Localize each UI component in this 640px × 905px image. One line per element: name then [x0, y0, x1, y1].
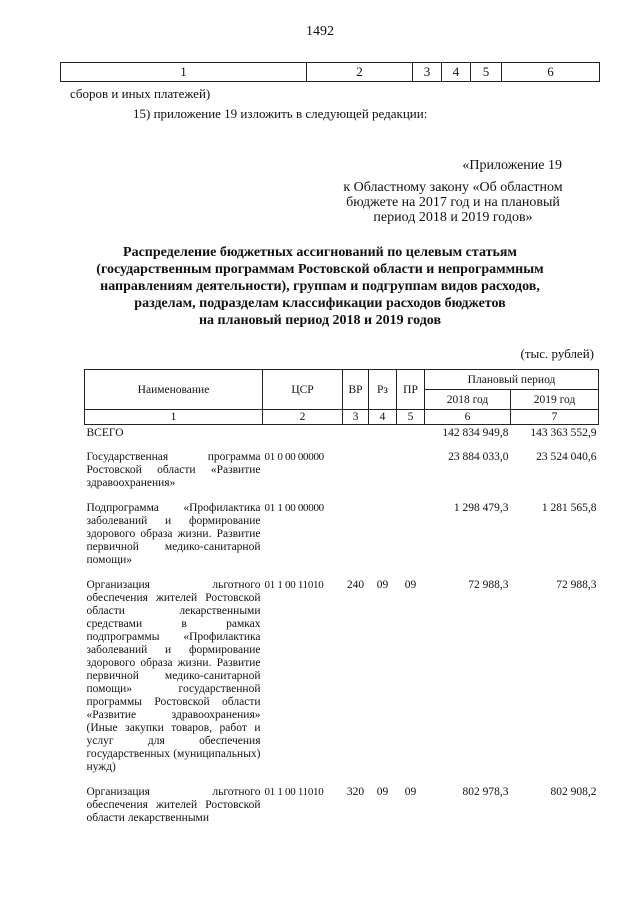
row-rz	[369, 500, 397, 577]
row-pr: 09	[404, 579, 417, 591]
appendix-ref-line: период 2018 и 2019 годов»	[373, 210, 533, 225]
col-number: 6	[425, 410, 511, 425]
table-row	[85, 577, 599, 784]
row-2018: 72 988,3	[468, 579, 509, 591]
row-rz	[369, 425, 397, 450]
row-name: Государственная программа Ростовской области «Развитие здравоохранения»	[86, 451, 261, 489]
title-line: Распределение бюджетных ассигнований по целевым статьям	[123, 245, 517, 260]
row-2019: 72 988,3	[556, 579, 597, 591]
col-header-rz: Рз	[369, 370, 397, 410]
row-pr	[397, 500, 425, 577]
document-title	[80, 244, 560, 329]
title-line: на плановый период 2018 и 2019 годов	[198, 313, 442, 328]
row-rz: 09	[376, 579, 389, 591]
row-2018: 142 834 949,8	[442, 427, 509, 439]
row-2018: 23 884 033,0	[448, 451, 509, 463]
col-header-planned-period: Плановый период	[425, 370, 599, 390]
col-number: 5	[397, 410, 425, 425]
row-rz: 09	[376, 786, 389, 798]
continued-text: сборов и иных платежей)	[70, 86, 211, 101]
col-number: 4	[369, 410, 397, 425]
col-header-2019: 2019 год	[511, 390, 599, 410]
title-line: разделам, подразделам классификации расходов бюджетов	[134, 296, 506, 311]
appendix-reference	[328, 180, 578, 225]
row-vr: 320	[346, 786, 365, 798]
col-header-name: Наименование	[85, 370, 263, 410]
title-line: направлениям деятельности), группам и подгруппам видов расходов,	[100, 279, 540, 294]
row-vr	[343, 425, 369, 450]
row-rz	[369, 449, 397, 500]
header-col-5: 5	[471, 63, 502, 82]
amendment-item-text: 15) приложение 19 изложить в следующей редакции:	[133, 106, 428, 121]
col-number: 2	[263, 410, 343, 425]
row-2018: 802 978,3	[462, 786, 509, 798]
table-row	[85, 425, 599, 450]
appendix-title: «Приложение 19	[462, 158, 562, 173]
col-number: 3	[343, 410, 369, 425]
row-2019: 802 908,2	[550, 786, 597, 798]
row-2018: 1 298 479,3	[453, 502, 509, 514]
row-2019: 23 524 040,6	[536, 451, 597, 463]
col-header-csr: ЦСР	[263, 370, 343, 410]
header-col-1: 1	[61, 63, 307, 82]
row-csr	[263, 425, 343, 450]
appendix-ref-line: к Областному закону «Об областном	[343, 180, 563, 195]
title-line: (государственным программам Ростовской области и непрограммным	[96, 262, 544, 277]
row-name: Подпрограмма «Профилактика заболеваний и формирование здорового образа жизни. Развитие первичной медико-санитарной помощи»	[86, 502, 261, 566]
header-col-4: 4	[442, 63, 471, 82]
col-header-2018: 2018 год	[425, 390, 511, 410]
page-number: 1492	[306, 24, 334, 39]
row-csr: 01 1 00 00000	[264, 502, 324, 514]
row-name: Организация льготного обеспечения жителей Ростовской области лекарственными средствами в рамках подпрограммы «Профилактика заболеваний и формирование здорового образа жизни. Развитие первичной медико-санитарной помощи» государственной программы Ростовской области «Развитие здравоохранения» (Иные закупки товаров, работ и услуг для обеспечения государственных (муниципальных) нужд)	[86, 579, 261, 773]
table-row	[85, 784, 599, 825]
header-col-6: 6	[502, 63, 600, 82]
appendix-ref-line: бюджете на 2017 год и на плановый	[346, 195, 560, 210]
row-vr	[343, 449, 369, 500]
row-csr: 01 1 00 11010	[264, 786, 324, 798]
row-pr	[397, 425, 425, 450]
row-csr: 01 0 00 00000	[264, 451, 324, 463]
header-col-3: 3	[413, 63, 442, 82]
row-pr: 09	[404, 786, 417, 798]
row-csr: 01 1 00 11010	[264, 579, 324, 591]
units-label: (тыс. рублей)	[520, 346, 594, 361]
row-2019: 143 363 552,9	[530, 427, 597, 439]
row-pr	[397, 449, 425, 500]
table-row	[85, 449, 599, 500]
row-vr: 240	[346, 579, 365, 591]
continuation-header-table	[60, 62, 600, 82]
table-row	[85, 500, 599, 577]
row-vr	[343, 500, 369, 577]
col-number: 1	[85, 410, 263, 425]
row-2019: 1 281 565,8	[541, 502, 597, 514]
col-header-vr: ВР	[343, 370, 369, 410]
budget-table	[84, 369, 599, 825]
row-name: ВСЕГО	[86, 427, 124, 439]
col-number: 7	[511, 410, 599, 425]
header-col-2: 2	[307, 63, 413, 82]
row-name: Организация льготного обеспечения жителей Ростовской области лекарственными	[86, 786, 261, 824]
col-header-pr: ПР	[397, 370, 425, 410]
